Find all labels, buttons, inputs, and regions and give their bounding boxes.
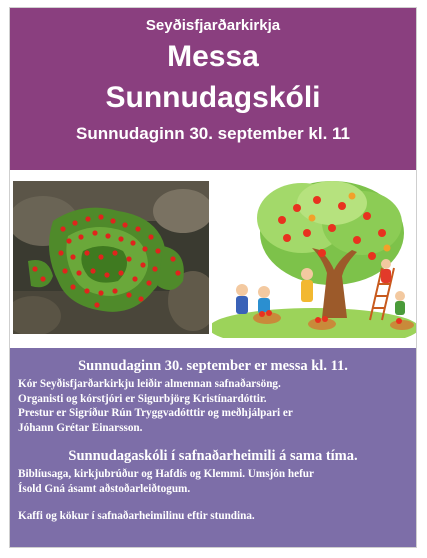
header-banner — [10, 8, 416, 170]
mass-line-3: Prestur er Sigríður Rún Tryggvadótttir og meðhjálpari er — [18, 407, 293, 419]
mass-line-1: Kór Seyðisfjarðarkirkju leiðir almennan safnaðarsöng. — [18, 378, 281, 390]
poster — [9, 7, 417, 548]
mass-details — [18, 377, 410, 435]
mass-line-4: Jóhann Grétar Einarsson. — [18, 421, 143, 434]
apple-tree-image — [212, 178, 416, 338]
sunday-school-heading: Sunnudagaskóli í safnaðarheimili á sama tíma. — [68, 448, 358, 464]
title-sunnudagaskoli: Sunnudagskóli — [105, 81, 321, 114]
mass-line-2: Organisti og kórstjóri er Sigurbjörg Kristínardóttir. — [18, 392, 267, 405]
title-messa: Messa — [167, 40, 259, 73]
moss-berries-image — [13, 181, 209, 334]
sunday-school-details — [18, 467, 410, 496]
apple-tree-illustration — [212, 178, 416, 338]
date-line: Sunnudaginn 30. september kl. 11 — [76, 124, 350, 143]
moss-berries-photo — [13, 181, 209, 334]
school-line-1: Biblíusaga, kirkjubrúður og Hafdís og Klemmi. Umsjón hefur — [18, 468, 314, 480]
church-name: Seyðisfjarðarkirkja — [145, 17, 281, 34]
mass-heading: Sunnudaginn 30. september er messa kl. 11. — [78, 358, 348, 374]
coffee-note: Kaffi og kökur í safnaðarheimilinu eftir stundina. — [18, 510, 255, 522]
info-panel — [10, 348, 416, 547]
school-line-2: Ísold Gná ásamt aðstoðarleiðtogum. — [18, 482, 191, 495]
